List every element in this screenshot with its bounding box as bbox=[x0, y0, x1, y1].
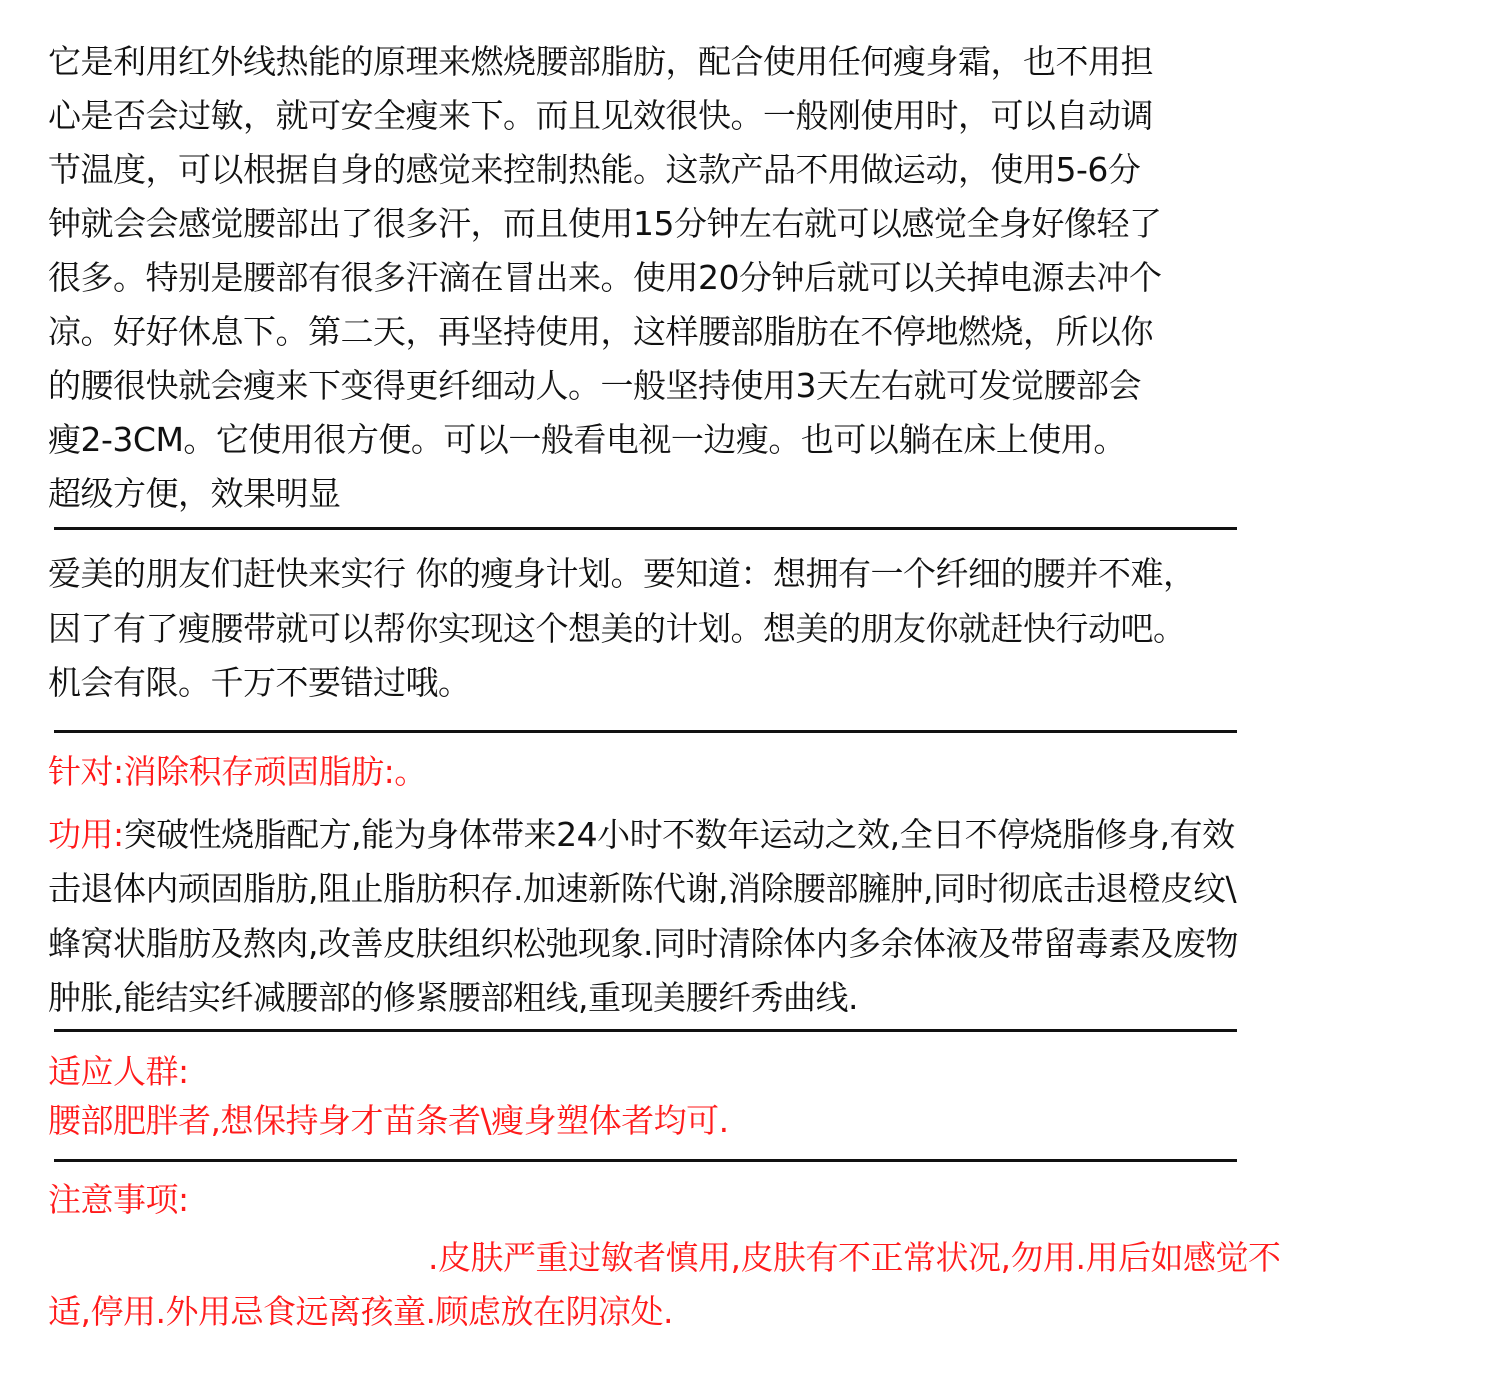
intro-line: 节温度，可以根据自身的感觉来控制热能。这款产品不用做运动，使用5-6分 bbox=[48, 150, 1141, 189]
function-text: 突破性烧脂配方,能为身体带来24小时不数年运动之效,全日不停烧脂修身,有效 bbox=[123, 815, 1235, 854]
function-line: 击退体内顽固脂肪,阻止脂肪积存.加速新陈代谢,消除腰部臃肿,同时彻底击退橙皮纹\ bbox=[48, 869, 1237, 908]
section-divider bbox=[54, 1029, 1237, 1032]
function-line: 肿胀,能结实纤减腰部的修紧腰部粗线,重现美腰纤秀曲线. bbox=[48, 978, 858, 1017]
notes-line: .皮肤严重过敏者慎用,皮肤有不正常状况,勿用.用后如感觉不 bbox=[428, 1238, 1281, 1277]
notes-label: 注意事项: bbox=[48, 1180, 189, 1219]
section-divider bbox=[54, 730, 1237, 733]
appeal-line: 爱美的朋友们赶快来实行 你的瘦身计划。要知道：想拥有一个纤细的腰并不难， bbox=[48, 554, 1196, 593]
intro-line: 它是利用红外线热能的原理来燃烧腰部脂肪，配合使用任何瘦身霜，也不用担 bbox=[48, 42, 1153, 81]
function-label: 功用: bbox=[48, 815, 124, 854]
intro-line: 钟就会会感觉腰部出了很多汗，而且使用15分钟左右就可以感觉全身好像轻了 bbox=[48, 204, 1162, 243]
audience-text: 腰部肥胖者,想保持身才苗条者\瘦身塑体者均可. bbox=[48, 1101, 729, 1140]
intro-line: 很多。特别是腰部有很多汗滴在冒出来。使用20分钟后就可以关掉电源去冲个 bbox=[48, 258, 1162, 297]
target-heading: 针对:消除积存顽固脂肪:。 bbox=[48, 752, 427, 791]
function-line: 蜂窝状脂肪及熬肉,改善皮肤组织松弛现象.同时清除体内多余体液及带留毒素及废物 bbox=[48, 924, 1238, 963]
intro-line: 的腰很快就会瘦来下变得更纤细动人。一般坚持使用3天左右就可发觉腰部会 bbox=[48, 366, 1141, 405]
intro-line: 凉。好好休息下。第二天，再坚持使用，这样腰部脂肪在不停地燃烧，所以你 bbox=[48, 312, 1153, 351]
intro-line: 瘦2-3CM。它使用很方便。可以一般看电视一边瘦。也可以躺在床上使用。 bbox=[48, 420, 1126, 459]
audience-label: 适应人群: bbox=[48, 1052, 189, 1091]
appeal-line: 机会有限。千万不要错过哦。 bbox=[48, 663, 471, 702]
section-divider bbox=[54, 527, 1237, 530]
section-divider bbox=[54, 1159, 1237, 1162]
appeal-line: 因了有了瘦腰带就可以帮你实现这个想美的计划。想美的朋友你就赶快行动吧。 bbox=[48, 609, 1186, 648]
intro-line: 心是否会过敏，就可安全瘦来下。而且见效很快。一般刚使用时，可以自动调 bbox=[48, 96, 1153, 135]
function-first-line bbox=[48, 815, 1235, 855]
intro-line: 超级方便，效果明显 bbox=[48, 474, 341, 513]
notes-line: 适,停用.外用忌食远离孩童.顾虑放在阴凉处. bbox=[48, 1292, 673, 1331]
